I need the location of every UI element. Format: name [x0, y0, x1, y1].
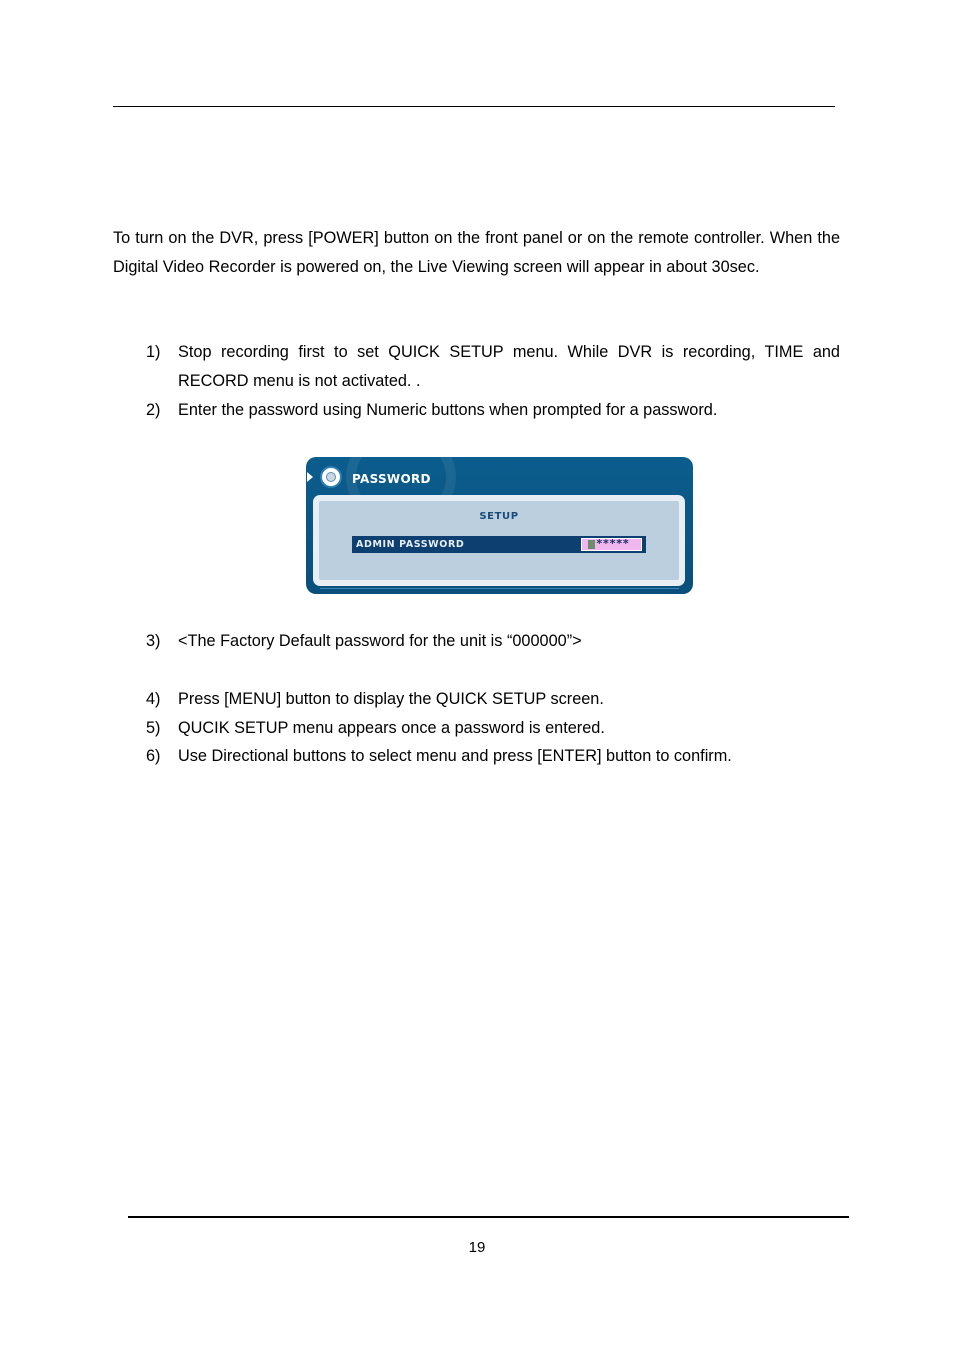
play-arrow-icon	[307, 472, 313, 482]
cursor-icon	[588, 540, 595, 549]
footer-rule	[128, 1216, 849, 1218]
radio-circle-icon	[322, 468, 340, 486]
step-text: Press [MENU] button to display the QUICK SETUP screen.	[178, 690, 604, 708]
password-mask: *****	[596, 537, 630, 550]
dvr-section-title: SETUP	[479, 511, 519, 522]
dvr-password-dialog-screenshot	[306, 457, 693, 594]
step-number: 1)	[146, 343, 161, 361]
step-text: Stop recording first to set QUICK SETUP menu. While DVR is recording, TIME and RECORD menu is not activated. .	[178, 343, 840, 390]
step-text: QUCIK SETUP menu appears once a password is entered.	[178, 719, 605, 737]
step-number: 2)	[146, 401, 161, 419]
dvr-bottom-line	[320, 588, 679, 589]
dvr-dialog-title: PASSWORD	[352, 472, 431, 486]
step-number: 3)	[146, 632, 161, 650]
step-number: 4)	[146, 690, 161, 708]
password-field	[581, 538, 642, 551]
dvr-dialog-body	[319, 501, 679, 580]
admin-password-row	[352, 536, 646, 553]
step-text: Use Directional buttons to select menu and press [ENTER] button to confirm.	[178, 747, 732, 765]
step-text: Enter the password using Numeric buttons when prompted for a password.	[178, 401, 718, 419]
dvr-dialog-panel	[313, 495, 685, 586]
step-number: 6)	[146, 747, 161, 765]
page-number: 19	[468, 1239, 486, 1256]
step-number: 5)	[146, 719, 161, 737]
step-text: <The Factory Default password for the unit is “000000”>	[178, 632, 582, 650]
header-rule	[113, 106, 835, 107]
admin-password-label: ADMIN PASSWORD	[356, 539, 465, 550]
intro-paragraph: To turn on the DVR, press [POWER] button on the front panel or on the remote controller. When the Digital Video Recorder is powered on, the Live Viewing screen will appear in about 30sec.	[113, 229, 840, 276]
